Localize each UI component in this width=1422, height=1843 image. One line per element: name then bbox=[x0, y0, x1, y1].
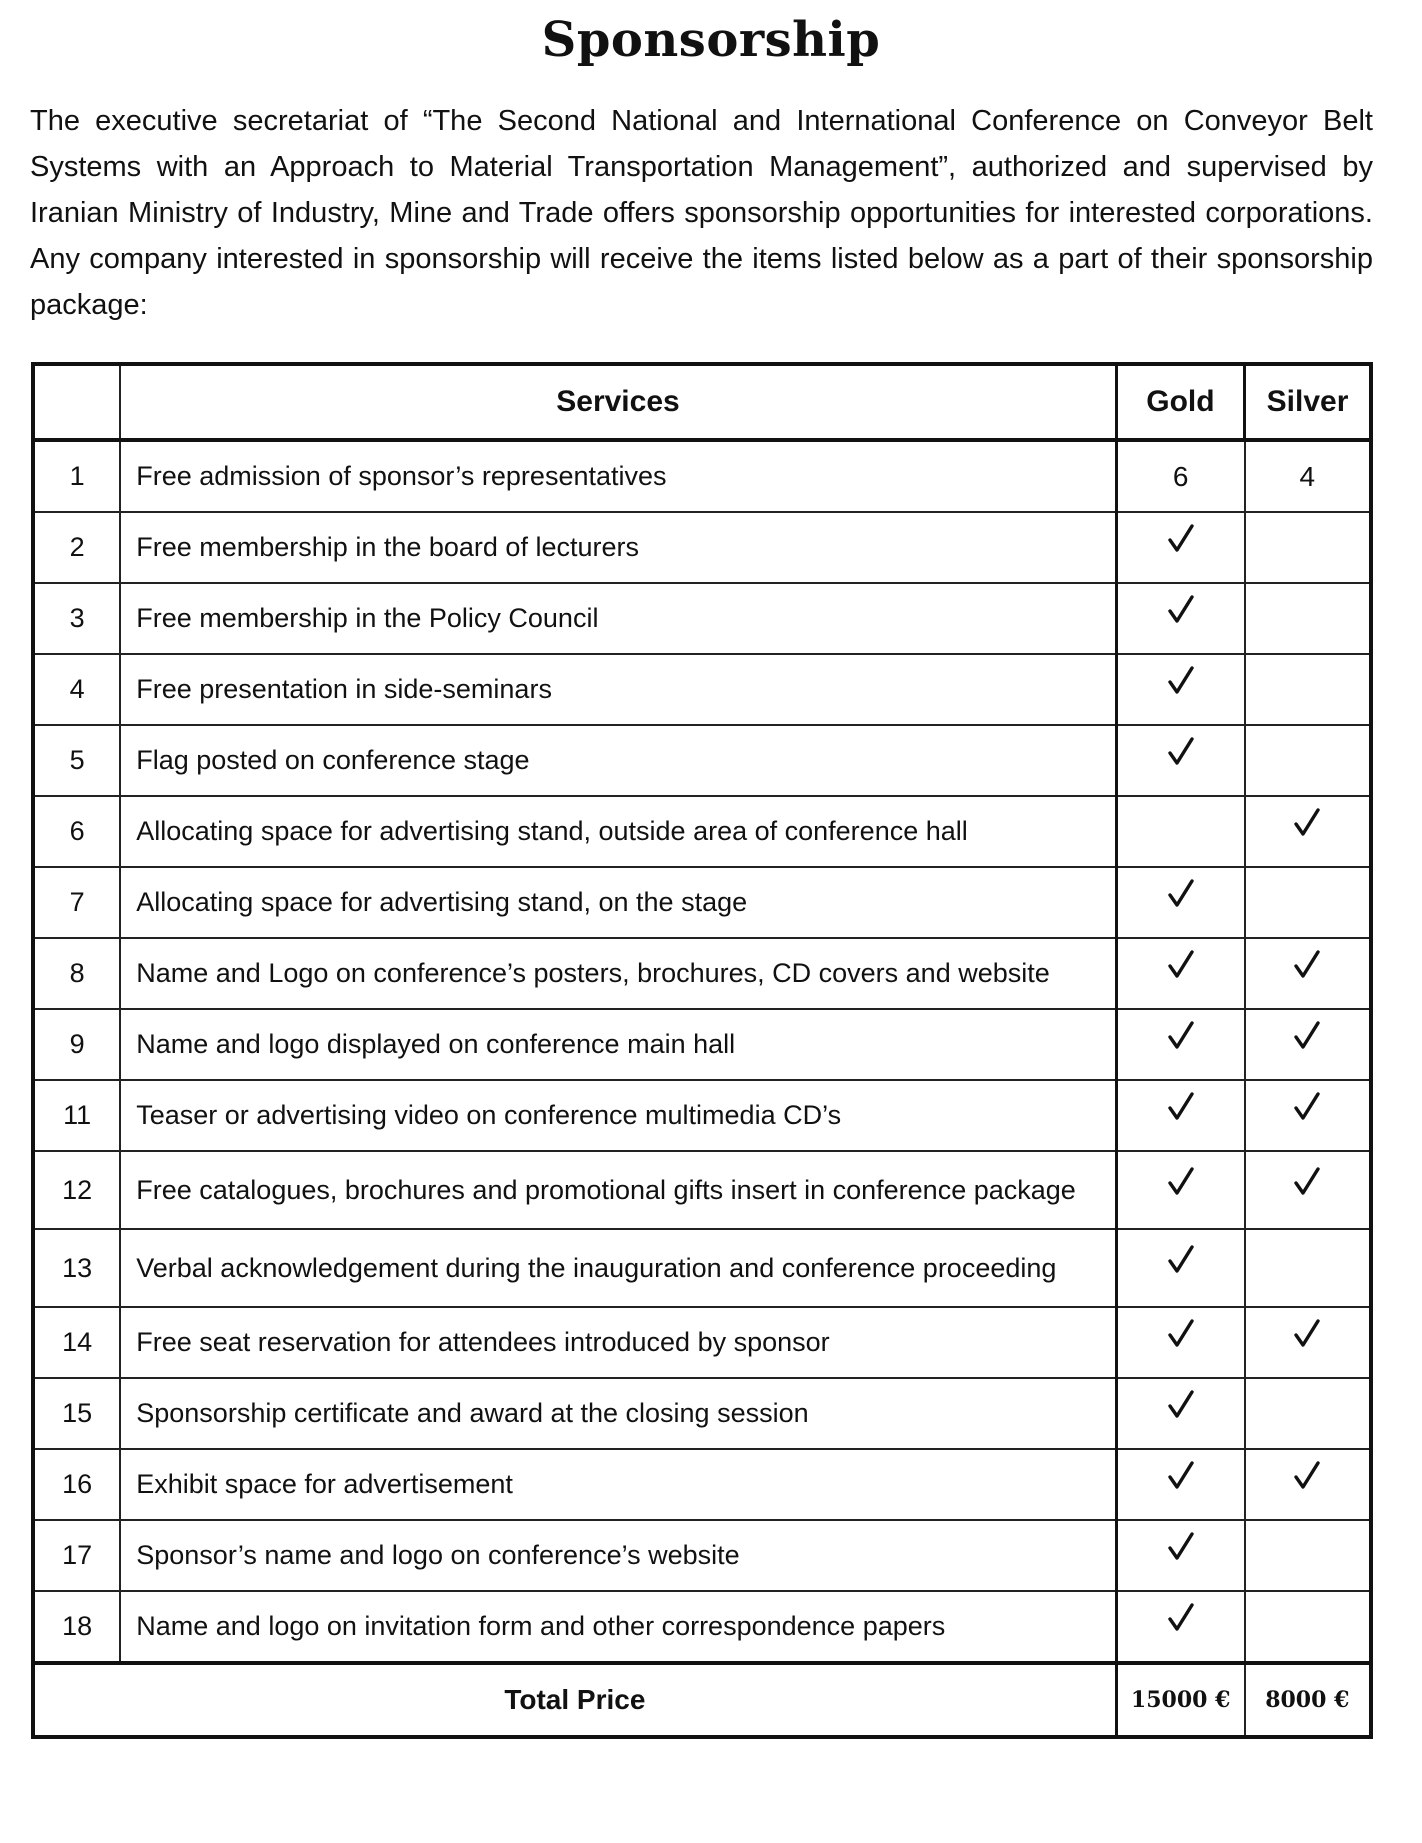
check-icon bbox=[1294, 949, 1320, 979]
row-gold-cell bbox=[1116, 583, 1244, 654]
row-service: Free catalogues, brochures and promotional gifts insert in conference package bbox=[120, 1151, 1116, 1229]
row-silver-cell bbox=[1245, 1520, 1371, 1591]
check-icon bbox=[1168, 1318, 1194, 1348]
row-number: 8 bbox=[33, 938, 120, 1009]
row-number: 5 bbox=[33, 725, 120, 796]
header-number bbox=[33, 364, 120, 440]
check-icon bbox=[1168, 1602, 1194, 1632]
row-silver-cell bbox=[1245, 938, 1371, 1009]
check-icon bbox=[1168, 736, 1194, 766]
row-number: 7 bbox=[33, 867, 120, 938]
row-number: 6 bbox=[33, 796, 120, 867]
header-gold: Gold bbox=[1116, 364, 1244, 440]
check-icon bbox=[1294, 1020, 1320, 1050]
check-icon bbox=[1168, 949, 1194, 979]
check-icon bbox=[1294, 807, 1320, 837]
row-gold-cell: 6 bbox=[1116, 440, 1244, 512]
row-number: 11 bbox=[33, 1080, 120, 1151]
row-service: Teaser or advertising video on conference multimedia CD’s bbox=[120, 1080, 1116, 1151]
row-service: Free membership in the Policy Council bbox=[120, 583, 1116, 654]
total-silver-price: 8000 € bbox=[1245, 1663, 1371, 1737]
check-icon bbox=[1294, 1318, 1320, 1348]
header-silver: Silver bbox=[1245, 364, 1371, 440]
table-row bbox=[33, 1307, 1371, 1378]
check-icon bbox=[1168, 665, 1194, 695]
row-silver-cell bbox=[1245, 1307, 1371, 1378]
check-icon bbox=[1294, 1460, 1320, 1490]
row-number: 3 bbox=[33, 583, 120, 654]
row-gold-cell bbox=[1116, 1151, 1244, 1229]
table-row bbox=[33, 1009, 1371, 1080]
check-icon bbox=[1294, 1091, 1320, 1121]
row-gold-cell bbox=[1116, 1378, 1244, 1449]
row-silver-cell bbox=[1245, 867, 1371, 938]
row-number: 15 bbox=[33, 1378, 120, 1449]
row-number: 12 bbox=[33, 1151, 120, 1229]
check-icon bbox=[1168, 1460, 1194, 1490]
table-row bbox=[33, 1591, 1371, 1663]
table-row bbox=[33, 440, 1371, 512]
total-row bbox=[33, 1663, 1371, 1737]
table-row bbox=[33, 1449, 1371, 1520]
table-row bbox=[33, 796, 1371, 867]
row-service: Allocating space for advertising stand, outside area of conference hall bbox=[120, 796, 1116, 867]
check-icon bbox=[1168, 1091, 1194, 1121]
row-service: Allocating space for advertising stand, on the stage bbox=[120, 867, 1116, 938]
row-service: Sponsorship certificate and award at the closing session bbox=[120, 1378, 1116, 1449]
row-gold-cell bbox=[1116, 867, 1244, 938]
row-gold-cell bbox=[1116, 1009, 1244, 1080]
page-title: Sponsorship bbox=[541, 12, 881, 68]
row-gold-cell bbox=[1116, 1591, 1244, 1663]
table-body bbox=[33, 440, 1371, 1663]
row-service: Verbal acknowledgement during the inauguration and conference proceeding bbox=[120, 1229, 1116, 1307]
row-gold-cell bbox=[1116, 725, 1244, 796]
row-number: 17 bbox=[33, 1520, 120, 1591]
check-icon bbox=[1168, 1166, 1194, 1196]
row-silver-cell bbox=[1245, 1009, 1371, 1080]
row-silver-cell bbox=[1245, 1449, 1371, 1520]
table-row bbox=[33, 583, 1371, 654]
row-silver-cell: 4 bbox=[1245, 440, 1371, 512]
row-number: 1 bbox=[33, 440, 120, 512]
table-row bbox=[33, 1378, 1371, 1449]
check-icon bbox=[1168, 1020, 1194, 1050]
row-gold-cell bbox=[1116, 1449, 1244, 1520]
row-service: Name and logo displayed on conference main hall bbox=[120, 1009, 1116, 1080]
row-gold-cell bbox=[1116, 938, 1244, 1009]
row-number: 9 bbox=[33, 1009, 120, 1080]
intro-paragraph: The executive secretariat of “The Second National and International Conference on Conveyor Belt Systems with an Approach to Material Transportation Management”, authorized and supervised by Iranian Ministry of Industry, Mine and Trade offers sponsorship opportunities for interested corporations. Any company interested in sponsorship will receive the items listed below as a part of their sponsorship package: bbox=[30, 105, 1373, 321]
row-number: 13 bbox=[33, 1229, 120, 1307]
row-silver-cell bbox=[1245, 1151, 1371, 1229]
row-silver-cell bbox=[1245, 583, 1371, 654]
sponsorship-table bbox=[31, 362, 1373, 1739]
row-service: Free seat reservation for attendees introduced by sponsor bbox=[120, 1307, 1116, 1378]
row-number: 2 bbox=[33, 512, 120, 583]
table-row bbox=[33, 654, 1371, 725]
total-gold-price: 15000 € bbox=[1116, 1663, 1244, 1737]
row-silver-cell bbox=[1245, 1080, 1371, 1151]
row-gold-cell bbox=[1116, 1520, 1244, 1591]
table-row bbox=[33, 938, 1371, 1009]
row-service: Free presentation in side-seminars bbox=[120, 654, 1116, 725]
row-gold-cell bbox=[1116, 1229, 1244, 1307]
table-row bbox=[33, 512, 1371, 583]
table-row bbox=[33, 1229, 1371, 1307]
check-icon bbox=[1168, 523, 1194, 553]
row-gold-cell bbox=[1116, 796, 1244, 867]
table-row bbox=[33, 1151, 1371, 1229]
row-service: Name and logo on invitation form and other correspondence papers bbox=[120, 1591, 1116, 1663]
check-icon bbox=[1168, 1244, 1194, 1274]
row-service: Sponsor’s name and logo on conference’s website bbox=[120, 1520, 1116, 1591]
check-icon bbox=[1168, 878, 1194, 908]
table-row bbox=[33, 1520, 1371, 1591]
row-number: 16 bbox=[33, 1449, 120, 1520]
row-gold-cell bbox=[1116, 512, 1244, 583]
check-icon bbox=[1168, 594, 1194, 624]
check-icon bbox=[1168, 1531, 1194, 1561]
total-label: Total Price bbox=[33, 1663, 1116, 1737]
row-silver-cell bbox=[1245, 1229, 1371, 1307]
row-number: 14 bbox=[33, 1307, 120, 1378]
header-services: Services bbox=[120, 364, 1116, 440]
row-silver-cell bbox=[1245, 512, 1371, 583]
row-silver-cell bbox=[1245, 1591, 1371, 1663]
row-service: Exhibit space for advertisement bbox=[120, 1449, 1116, 1520]
row-gold-cell bbox=[1116, 1307, 1244, 1378]
row-silver-cell bbox=[1245, 725, 1371, 796]
row-silver-cell bbox=[1245, 796, 1371, 867]
row-service: Flag posted on conference stage bbox=[120, 725, 1116, 796]
row-number: 18 bbox=[33, 1591, 120, 1663]
row-number: 4 bbox=[33, 654, 120, 725]
row-gold-cell bbox=[1116, 1080, 1244, 1151]
row-silver-cell bbox=[1245, 1378, 1371, 1449]
table-header-row bbox=[33, 364, 1371, 440]
row-service: Free admission of sponsor’s representatives bbox=[120, 440, 1116, 512]
row-service: Free membership in the board of lecturers bbox=[120, 512, 1116, 583]
table-row bbox=[33, 1080, 1371, 1151]
row-service: Name and Logo on conference’s posters, brochures, CD covers and website bbox=[120, 938, 1116, 1009]
check-icon bbox=[1168, 1389, 1194, 1419]
table-row bbox=[33, 725, 1371, 796]
row-silver-cell bbox=[1245, 654, 1371, 725]
table-row bbox=[33, 867, 1371, 938]
check-icon bbox=[1294, 1166, 1320, 1196]
row-gold-cell bbox=[1116, 654, 1244, 725]
